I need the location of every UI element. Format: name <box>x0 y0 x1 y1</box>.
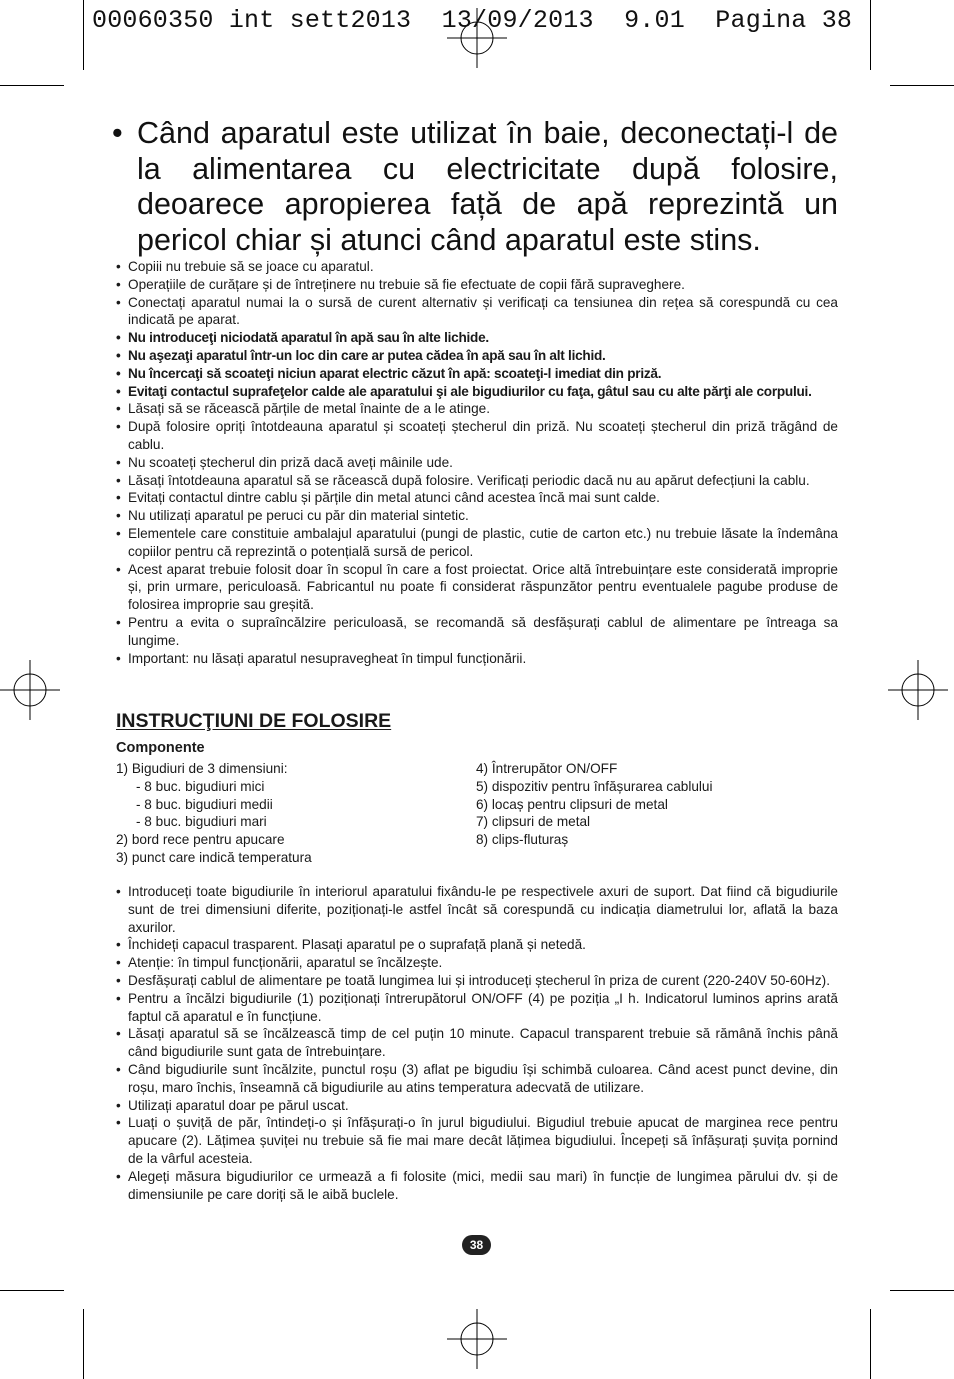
safety-list-item: • Elementele care constituie ambalajul aparatului (pungi de plastic, cutie de carton etc.) nu trebuie lăsate la îndemâna copiilor pentru că reprezintă o potențială sursă de pericol. <box>116 525 838 561</box>
safety-instructions-list <box>116 258 838 667</box>
safety-list-item: • Nu introduceţi niciodată aparatul în apă sau în alte lichide. <box>116 329 838 347</box>
usage-instructions-list <box>116 883 838 1203</box>
safety-list-item: • Important: nu lăsați aparatul nesupravegheat în timpul funcționării. <box>116 650 838 668</box>
component-item: 4) Întrerupător ON/OFF <box>476 761 618 776</box>
component-item: 5) dispozitiv pentru înfășurarea cablului <box>476 778 713 794</box>
safety-list-item: • Nu utilizați aparatul pe peruci cu păr din material sintetic. <box>116 507 838 525</box>
safety-list-item: • După folosire opriți întotdeauna aparatul și scoateți ștecherul din priză. Nu scoateți ștecherul din priză trăgând de cablu. <box>116 418 838 454</box>
crop-mark-bottom-left-h <box>0 1290 64 1291</box>
usage-list-item: • Alegeți măsura bigudiurilor ce urmează a fi folosite (mici, medii sau mari) în funcție de lungimea părului dv. și de dimensiunile pe care doriți să le aibă buclele. <box>116 1168 838 1204</box>
usage-list-item: • Atenție: în timpul funcționării, aparatul se încălzește. <box>116 954 838 972</box>
component-item: - 8 buc. bigudiuri medii <box>136 796 273 812</box>
component-item: 8) clips-fluturaș <box>476 832 569 848</box>
safety-list-item: • Lăsați întotdeauna aparatul să se răcească după folosire. Verificați periodic dacă nu au apărut defecțiuni la cablu. <box>116 472 838 490</box>
crop-mark-top-left-v <box>83 0 84 70</box>
safety-list-item: • Copiii nu trebuie să se joace cu aparatul. <box>116 258 838 276</box>
registration-mark-bottom <box>447 1309 507 1369</box>
intro-warning-text: Când aparatul este utilizat în baie, deconectați-l de la alimentarea cu electricitate după folosire, deoarece apropierea față de apă reprezintă un pericol chiar și atunci când aparatul este stins. <box>137 116 838 257</box>
safety-list-item: • Operațiile de curățare și de întreținere nu trebuie să fie efectuate de copii fără supraveghere. <box>116 276 838 294</box>
crop-mark-top-right-h <box>890 85 954 86</box>
component-item: 2) bord rece pentru apucare <box>116 832 285 848</box>
safety-list-item: • Evitaţi contactul suprafeţelor calde ale aparatului şi ale bigudiurilor cu faţa, gâtul sau cu alte părţi ale corpului. <box>116 383 838 401</box>
component-item: - 8 buc. bigudiuri mari <box>136 814 267 830</box>
crop-mark-bottom-right-v <box>870 1309 871 1379</box>
usage-list-item: • Introduceți toate bigudiurile în interiorul aparatului fixându-le pe respectivele axuri de suport. Dat fiind că bigudiurile sunt de trei dimensiuni diferite, poziționați-le astfel încât să corespundă cu indicația diametrului lor, aflată la baza axurilor. <box>116 883 838 936</box>
usage-list-item: • Utilizați aparatul doar pe părul uscat. <box>116 1097 838 1115</box>
crop-mark-bottom-left-v <box>83 1309 84 1379</box>
crop-mark-bottom-right-h <box>890 1290 954 1291</box>
safety-list-item: • Lăsați să se răcească părțile de metal înainte de a le atinge. <box>116 400 838 418</box>
page-number-badge: 38 <box>462 1235 491 1255</box>
safety-list-item: • Nu încercaţi să scoateţi niciun aparat electric căzut în apă: scoateţi-l imediat din priză. <box>116 365 838 383</box>
usage-list-item: • Când bigudiurile sunt încălzite, punctul roșu (3) aflat pe bigudiu își schimbă culoarea. Când acest punct devine, din roșu, maro închis, înseamnă că bigudiurile au atins temperatura adecvată de utilizare. <box>116 1061 838 1097</box>
components-list-right <box>476 760 713 849</box>
safety-list-item: • Nu aşezaţi aparatul într-un loc din care ar putea cădea în apă sau în alt lichid. <box>116 347 838 365</box>
print-slug-header: 00060350 int sett2013 13/09/2013 9.01 Pagina 38 <box>92 6 853 35</box>
section-title: INSTRUCŢIUNI DE FOLOSIRE <box>116 710 392 732</box>
components-subtitle: Componente <box>116 740 205 756</box>
safety-list-item: • Pentru a evita o supraîncălzire periculoasă, se recomandă să desfășurați cablul de alimentare pe întreaga sa lungime. <box>116 614 838 650</box>
component-item: 7) clipsuri de metal <box>476 814 591 830</box>
safety-list-item: • Conectați aparatul numai la o sursă de curent alternativ și verificați ca tensiunea din rețea să corespundă cu cea indicată pe aparat. <box>116 294 838 330</box>
usage-list-item: • Pentru a încălzi bigudiurile (1) poziționați întrerupătorul ON/OFF (4) pe poziția „I h. Indicatorul luminos aprins arată faptul că aparatul e în funcțiune. <box>116 990 838 1026</box>
intro-warning <box>112 116 838 258</box>
usage-list-item: • Desfășurați cablul de alimentare pe toată lungimea lui și introduceți ștecherul în priza de curent (220-240V 50-60Hz). <box>116 972 838 990</box>
crop-mark-top-right-v <box>870 0 871 70</box>
registration-mark-right <box>888 660 948 720</box>
component-item: - 8 buc. bigudiuri mici <box>136 778 265 794</box>
component-item: 3) punct care indică temperatura <box>116 849 312 865</box>
safety-list-item: • Evitați contactul dintre cablu și părțile din metal atunci când acestea încă mai sunt calde. <box>116 489 838 507</box>
usage-list-item: • Închideți capacul trasparent. Plasați aparatul pe o suprafață plană și netedă. <box>116 936 838 954</box>
components-list-left <box>116 760 312 867</box>
bullet-icon: • <box>112 116 123 150</box>
crop-mark-top-left-h <box>0 85 64 86</box>
usage-list-item: • Lăsați aparatul să se încălzească timp de cel puțin 10 minute. Capacul transparent trebuie să rămână închis până când bigudiurile sunt gata de întrebuințare. <box>116 1025 838 1061</box>
component-item: 1) Bigudiuri de 3 dimensiuni: <box>116 761 288 776</box>
registration-mark-left <box>0 660 60 720</box>
component-item: 6) locaș pentru clipsuri de metal <box>476 796 668 812</box>
usage-list-item: • Luați o șuviță de păr, întindeți-o și înfășurați-o în jurul bigudiului. Bigudiul trebuie apucat de marginea rece pentru apucare (2). Lățimea șuviței nu trebuie să fie mai mare decât lățimea bigudiului. Începeți să înfășurați șuvița pornind de la vârful acesteia. <box>116 1114 838 1167</box>
safety-list-item: • Nu scoateți ștecherul din priză dacă aveți mâinile ude. <box>116 454 838 472</box>
safety-list-item: • Acest aparat trebuie folosit doar în scopul în care a fost proiectat. Orice altă întrebuințare este considerată improprie și, prin urmare, periculoasă. Fabricantul nu poate fi considerat răspunzător pentru eventualele pagube produse de folosirea improprie sau greșită. <box>116 561 838 614</box>
